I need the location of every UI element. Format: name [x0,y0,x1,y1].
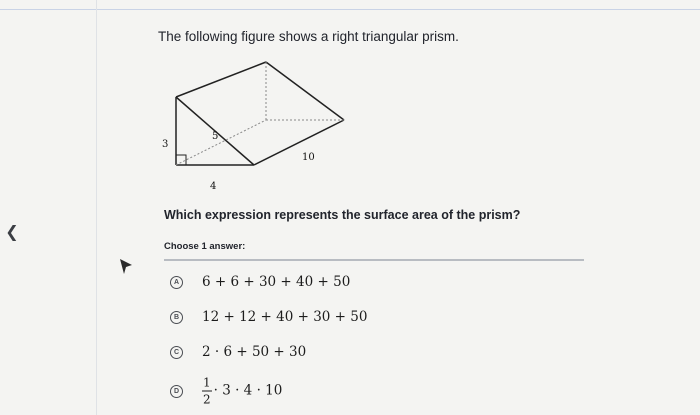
choice-d-denominator: 2 [203,392,211,407]
choice-d-fraction [202,376,212,407]
question-text: Which expression represents the surface area of the prism? [164,208,521,222]
choice-d[interactable] [170,373,570,409]
choice-a-radio[interactable]: A [170,276,183,289]
choice-c-expression: 2 · 6 + 50 + 30 [202,344,307,360]
choose-label: Choose 1 answer: [164,241,246,252]
label-base: 4 [210,181,217,192]
top-divider [0,9,700,10]
label-hypotenuse: 5 [212,131,219,142]
choice-d-radio[interactable]: D [170,385,183,398]
problem-intro: The following figure shows a right triangular prism. [158,29,459,44]
label-length: 10 [302,152,315,163]
prism-figure [150,55,360,200]
choice-d-expression: · 3 · 4 · 10 [213,382,283,399]
choice-b-expression: 12 + 12 + 40 + 30 + 50 [202,309,368,325]
choice-b-radio[interactable]: B [170,311,183,324]
answer-divider [164,259,584,261]
choice-b[interactable] [170,302,570,332]
fraction-bar [202,391,212,392]
choice-d-expression-wrap [202,376,282,407]
choice-c-radio[interactable]: C [170,346,183,359]
left-divider [96,0,97,415]
chevron-left-icon[interactable]: ❮ [5,224,19,241]
choice-a-expression: 6 + 6 + 30 + 40 + 50 [202,274,351,290]
mouse-cursor-icon [118,258,134,276]
choice-c[interactable] [170,337,570,367]
choice-a[interactable] [170,267,570,297]
choice-d-numerator: 1 [203,375,211,390]
label-height: 3 [162,139,169,150]
